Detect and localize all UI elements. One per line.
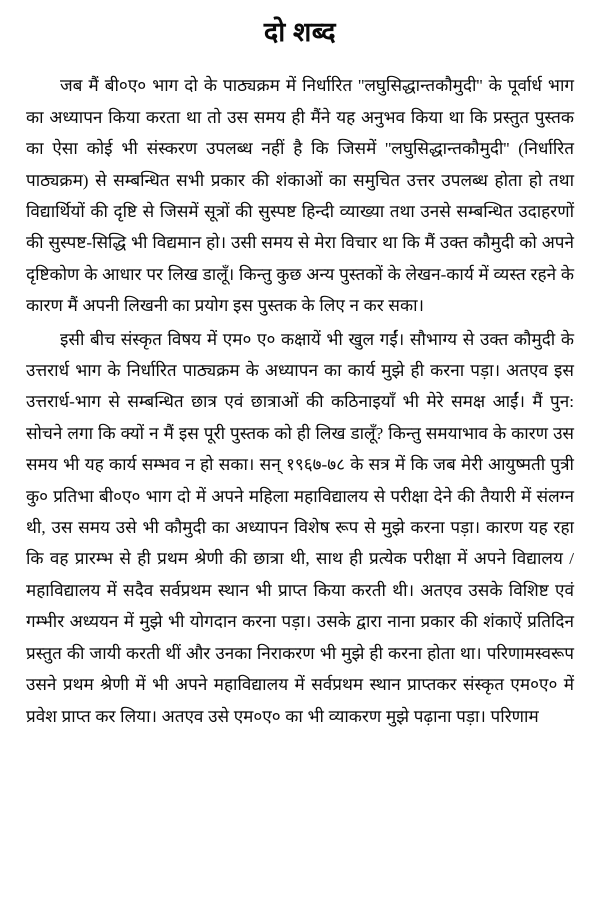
paragraph-1: जब मैं बी०ए० भाग दो के पाठ्यक्रम में निर्धारित ''लघुसिद्धान्तकौमुदी'' के पूर्वार्ध भाग का अध्यापन किया करता था तो उस समय ही मैंने यह अनुभव किया था कि प्रस्तुत पुस्तक का ऐसा कोई भी संस्करण उपलब्ध नहीं है कि जिसमें ''लघुसिद्धान्तकौमुदी'' (निर्धारित पाठ्यक्रम) से सम्बन्धित सभी प्रकार की शंकाओं का समुचित उत्तर उपलब्ध होता हो तथा विद्यार्थियों की दृष्टि से जिसमें सूत्रों की सुस्पष्ट हिन्दी व्याख्या तथा उनसे सम्बन्धित उदाहरणों की सुस्पष्ट-सिद्धि भी विद्यमान हो। उसी समय से मेरा विचार था कि मैं उक्त कौमुदी को अपने दृष्टिकोण के आधार पर लिख डालूँ। किन्तु कुछ अन्य पुस्तकों के लेखन-कार्य में व्यस्त रहने के कारण मैं अपनी लिखनी का प्रयोग इस पुस्तक के लिए न कर सका। [26, 76, 574, 316]
paragraph-2: इसी बीच संस्कृत विषय में एम० ए० कक्षायें भी खुल गईं। सौभाग्य से उक्त कौमुदी के उत्तरार्ध भाग के निर्धारित पाठ्यक्रम के अध्यापन का कार्य मुझे ही करना पड़ा। अतएव इस उत्तरार्ध-भाग से सम्बन्धित छात्र एवं छात्राओं की कठिनाइयाँ भी मेरे समक्ष आईं। मैं पुन: सोचने लगा कि क्यों न मैं इस पूरी पुस्तक को ही लिख डालूँ? किन्तु समयाभाव के कारण उस समय भी यह कार्य सम्भव न हो सका। सन् १९६७-७८ के सत्र में कि जब मेरी आयुष्मती पुत्री कु० प्रतिभा बी०ए० भाग दो में अपने महिला महाविद्यालय से परीक्षा देने की तैयारी में संलग्न थी, उस समय उसे भी कौमुदी का अध्यापन विशेष रूप से मुझे करना पड़ा। कारण यह रहा कि वह प्रारम्भ से ही प्रथम श्रेणी की छात्रा थी, साथ ही प्रत्येक परीक्षा में अपने विद्यालय / महाविद्यालय में सदैव सर्वप्रथम स्थान भी प्राप्त किया करती थी। अतएव उसके विशिष्ट एवं गम्भीर अध्ययन में मुझे भी योगदान करना पड़ा। उसके द्वारा नाना प्रकार की शंकाऐं प्रतिदिन प्रस्तुत की जायी करती थीं और उनका निराकरण भी मुझे ही करना होता था। परिणामस्वरूप उसने प्रथम श्रेणी में भी अपने महाविद्यालय में सर्वप्रथम स्थान प्राप्तकर संस्कृत एम०ए० में प्रवेश प्राप्त कर लिया। अतएव उसे एम०ए० का भी व्याकरण मुझे पढ़ाना पड़ा। परिणाम [26, 329, 574, 726]
page-bottom-edge [0, 906, 600, 912]
page-title: दो शब्द [263, 17, 337, 47]
